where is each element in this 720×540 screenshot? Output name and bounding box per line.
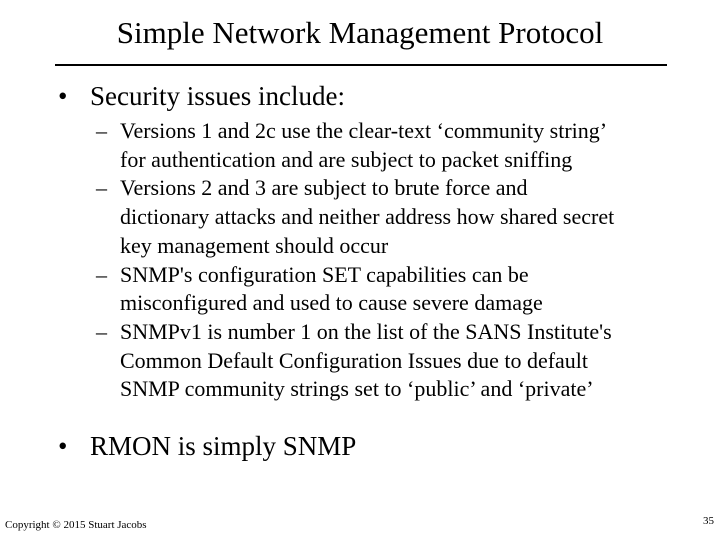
copyright-notice: Copyright © 2015 Stuart Jacobs: [5, 519, 147, 531]
bullet-rmon: [58, 430, 356, 462]
sub-bullet-item: [96, 174, 696, 260]
dash-marker: –: [96, 318, 107, 344]
dash-marker: –: [96, 175, 107, 201]
title-divider: [55, 64, 667, 66]
bullet-text: Security issues include:: [90, 81, 345, 111]
bullet-text: RMON is simply SNMP: [90, 431, 357, 461]
sub-bullet-item: [96, 117, 696, 174]
sub-bullet-text: Versions 1 and 2c use the clear-text ‘community string’ for authentication and are subject to packet sniffing: [120, 118, 608, 172]
dash-marker: –: [96, 118, 107, 143]
sub-bullet-text: Versions 2 and 3 are subject to brute force and dictionary attacks and neither address how shared secret key management should occur: [120, 175, 615, 258]
sub-bullet-text: SNMP's configuration SET capabilities can be misconfigured and used to cause severe damage: [120, 261, 543, 316]
dash-marker: –: [96, 261, 107, 287]
bullet-marker: •: [58, 431, 68, 461]
sub-bullet-text: SNMPv1 is number 1 on the list of the SANS Institute's Common Default Configuration Issues due to default SNMP community strings set to ‘public’ and ‘private’: [120, 318, 612, 402]
sub-bullet-item: [96, 318, 696, 404]
bullet-marker: •: [58, 81, 68, 111]
sub-bullet-item: [96, 261, 696, 318]
bullet-security-issues: [58, 80, 345, 112]
slide-title: Simple Network Management Protocol: [116, 15, 604, 50]
page-number: 35: [703, 515, 714, 527]
sub-bullet-list: [96, 117, 696, 404]
